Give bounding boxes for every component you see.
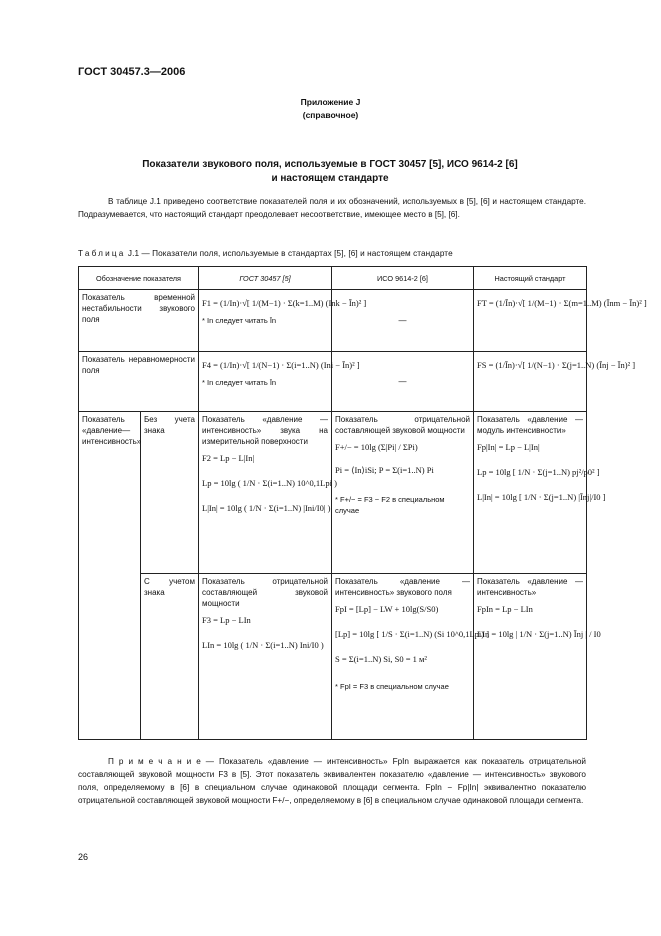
- formula: F1 = (1/In)·√[ 1/(M−1) · Σ(k=1..M) (Ink − Īn)² ]: [202, 298, 367, 308]
- formula: FpIn = Lp − LIn: [477, 604, 533, 614]
- cell-text: Показатель отрицательной составляющей звуковой мощности: [202, 577, 328, 608]
- intro-paragraph: В таблице J.1 приведено соответствие показателей поля и их обозначений, используемых в [5], [6] и настоящем стандарте. Подразумевается, что настоящий стандарт преодолевает несоответствие, имеющее место в [5], [6].: [78, 197, 586, 219]
- header-iso: ИСО 9614-2 [6]: [332, 267, 474, 290]
- appendix-subtitle: (справочное): [302, 110, 359, 120]
- cell-text: Показатель «давление — модуль интенсивности»: [477, 415, 583, 435]
- header-designation: Обозначение показателя: [79, 267, 199, 290]
- formula: LIn = 10lg | 1/N · Σ(j=1..N) Īnj | / I0: [477, 629, 601, 639]
- this-standard-cell: [474, 574, 601, 740]
- iso-cell: —: [332, 352, 474, 412]
- section-title: [120, 158, 540, 186]
- this-standard-cell: [474, 290, 647, 352]
- table-row: [79, 290, 587, 352]
- formula: FT = (1/Īn)·√[ 1/(M−1) · Σ(m=1..M) (Īnm − Īn)² ]: [477, 298, 647, 308]
- table-row: [79, 574, 587, 740]
- row-label: Показатель неравномерности поля: [79, 352, 199, 412]
- formula: Lp = 10lg ( 1/N · Σ(i=1..N) 10^0,1Lpi ): [202, 478, 337, 488]
- formula: [Lp] = 10lg [ 1/S · Σ(i=1..N) (Si 10^0,1Lpi) ]: [335, 629, 490, 639]
- table-row: [79, 412, 587, 574]
- table-header-row: [79, 267, 587, 290]
- cell-text: Показатель «давление — интенсивность» звука на измерительной поверхности: [202, 415, 328, 446]
- cell-text: Показатель «давление — интенсивность» звукового поля: [335, 577, 470, 597]
- section-title-line1: Показатели звукового поля, используемые в ГОСТ 30457 [5], ИСО 9614-2 [6]: [142, 159, 518, 170]
- gost-cell: [199, 412, 337, 574]
- iso-cell: [332, 412, 474, 574]
- row-label: Показатель «давление— интенсивность»: [79, 412, 141, 740]
- formula: LIn = 10lg ( 1/N · Σ(i=1..N) Ini/I0 ): [202, 640, 324, 650]
- footnote: * F+/− = F3 − F2 в специальном случае: [335, 495, 445, 515]
- gost-cell: [199, 352, 360, 412]
- cell-text: Показатель «давление — интенсивность»: [477, 577, 583, 597]
- iso-cell: —: [332, 290, 474, 352]
- formula: F2 = Lp − L|In|: [202, 453, 255, 463]
- formula: L|In| = 10lg ( 1/N · Σ(i=1..N) |Ini/I0| ): [202, 503, 331, 513]
- formula: F+/− = 10lg (Σ|Pi| / ΣPi): [335, 442, 418, 452]
- formula: FpI = [Lp] − LW + 10lg(S/S0): [335, 604, 439, 614]
- formula: Pi = ⟨In⟩iSi; P = Σ(i=1..N) Pi: [335, 465, 434, 475]
- formula: Fp|In| = Lp − L|In|: [477, 442, 540, 452]
- cell-text: Показатель отрицательной составляющей звуковой мощности: [335, 415, 470, 435]
- gost-cell: [199, 574, 332, 740]
- formula: FS = (1/Īn)·√[ 1/(N−1) · Σ(j=1..N) (Īnj − Īn)² ]: [477, 360, 636, 370]
- sub-label: С учетом знака: [141, 574, 199, 740]
- iso-cell: [332, 574, 490, 740]
- formula: F3 = Lp − LIn: [202, 615, 251, 625]
- gost-cell: [199, 290, 367, 352]
- table-caption: [78, 249, 453, 258]
- table-caption-text: J.1 — Показатели поля, используемые в стандартах [5], [6] и настоящем стандарте: [127, 249, 453, 258]
- formula: L|In| = 10lg [ 1/N · Σ(j=1..N) |Īnj|/I0 ]: [477, 492, 606, 502]
- footnote: * In следует читать Īn: [202, 316, 277, 325]
- formula: S = Σ(i=1..N) Si, S0 = 1 м²: [335, 654, 427, 664]
- document-code-header: ГОСТ 30457.3—2006: [78, 66, 186, 78]
- header-this-standard: Настоящий стандарт: [474, 267, 587, 290]
- table-note: П р и м е ч а н и е — Показатель «давление — интенсивность» FpIn выражается как показатель отрицательной составляющей звуковой мощности F3 в [5]. Этот показатель эквивалентен показателю «давление — интенсивность» звукового поля, определяемому в [6] в специальном случае одинаковой площади сегмента. FpIn − Fp|In| эквивалентно показателю отрицательной составляющей звуковой мощности F+/−, определяемому в [6] в специальном случае одинаковой площади сегмента.: [78, 757, 586, 805]
- appendix-title: Приложение J: [300, 97, 361, 107]
- section-title-line2: и настоящем стандарте: [271, 173, 389, 184]
- indicators-table: [78, 266, 647, 740]
- row-label: Показатель временной нестабильности звукового поля: [79, 290, 199, 352]
- formula: F4 = (1/In)·√[ 1/(N−1) · Σ(i=1..N) (Ini − Īn)² ]: [202, 360, 360, 370]
- footnote: * FpI = F3 в специальном случае: [335, 682, 449, 691]
- formula: Lp = 10lg [ 1/N · Σ(j=1..N) pj²/p0² ]: [477, 467, 600, 477]
- this-standard-cell: [474, 412, 606, 574]
- this-standard-cell: [474, 352, 636, 412]
- table-caption-prefix: Таблица: [78, 249, 126, 258]
- page-number: 26: [78, 852, 89, 862]
- footnote: * In следует читать Īn: [202, 378, 277, 387]
- sub-label: Без учета знака: [141, 412, 199, 574]
- header-gost: ГОСТ 30457 [5]: [199, 267, 332, 290]
- table-row: [79, 352, 587, 412]
